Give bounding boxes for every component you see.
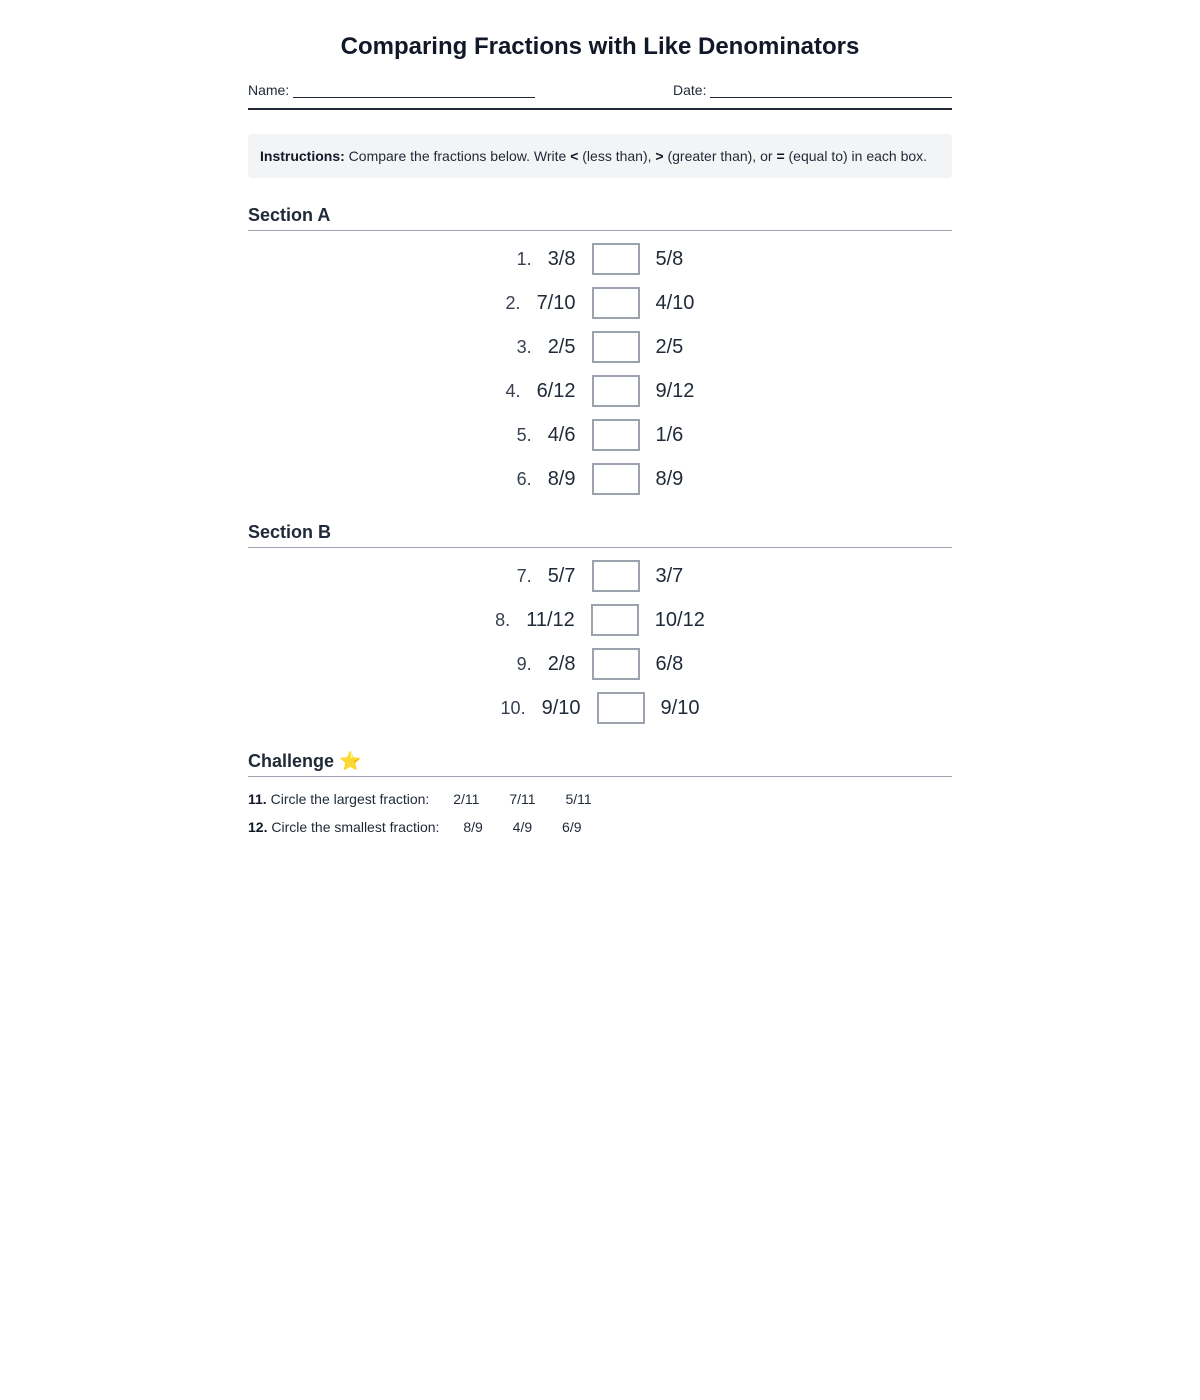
problem-row	[248, 604, 952, 636]
left-fraction: 3/8	[547, 247, 576, 270]
instructions-text: Compare the fractions below. Write	[348, 148, 567, 164]
problem-row	[248, 419, 952, 451]
name-date-row	[248, 80, 952, 100]
instructions-label: Instructions:	[260, 148, 345, 164]
right-fraction: 3/7	[655, 564, 684, 587]
right-fraction: 9/10	[660, 696, 700, 719]
section-b-title: Section B	[248, 522, 952, 548]
greater-than-text: (greater than), or	[667, 148, 773, 164]
left-fraction: 2/5	[547, 335, 576, 358]
challenge-prompt: Circle the largest fraction:	[270, 791, 430, 807]
challenge-number: 11.	[248, 791, 267, 807]
page-title: Comparing Fractions with Like Denominators	[340, 33, 860, 60]
fraction-option[interactable]: 7/11	[509, 791, 536, 807]
challenge-title-text: Challenge	[248, 751, 335, 771]
fraction-option[interactable]: 5/11	[565, 791, 592, 807]
left-fraction: 9/10	[541, 696, 581, 719]
answer-box[interactable]	[592, 331, 640, 363]
right-fraction: 1/6	[655, 423, 684, 446]
problem-number: 7.	[516, 565, 532, 586]
left-fraction: 5/7	[547, 564, 576, 587]
problem-row	[248, 560, 952, 592]
left-fraction: 6/12	[536, 379, 576, 402]
problem-number: 3.	[516, 336, 532, 357]
answer-box[interactable]	[592, 287, 640, 319]
problem-number: 6.	[516, 468, 532, 489]
left-fraction: 8/9	[547, 467, 576, 490]
right-fraction: 8/9	[655, 467, 684, 490]
left-fraction: 4/6	[547, 423, 576, 446]
problem-row	[248, 648, 952, 680]
fraction-option[interactable]: 6/9	[562, 819, 582, 835]
right-fraction: 6/8	[655, 652, 684, 675]
name-field[interactable]	[293, 80, 535, 98]
fraction-option[interactable]: 8/9	[463, 819, 483, 835]
problem-row	[248, 287, 952, 319]
right-fraction: 10/12	[654, 608, 705, 631]
answer-box[interactable]	[591, 604, 639, 636]
star-icon: ⭐	[339, 751, 362, 771]
problem-number: 9.	[516, 653, 532, 674]
equal-symbol: =	[776, 148, 785, 164]
answer-box[interactable]	[592, 463, 640, 495]
name-label: Name:	[248, 82, 290, 98]
problem-row	[248, 331, 952, 363]
date-label: Date:	[673, 82, 707, 98]
equal-text: (equal to) in each box.	[788, 148, 928, 164]
problem-number: 1.	[516, 248, 532, 269]
problem-row	[248, 243, 952, 275]
challenge-prompt: Circle the smallest fraction:	[271, 819, 440, 835]
problem-number: 8.	[495, 609, 511, 630]
problem-number: 5.	[516, 424, 532, 445]
right-fraction: 2/5	[655, 335, 684, 358]
problem-number: 2.	[505, 292, 521, 313]
right-fraction: 4/10	[655, 291, 695, 314]
right-fraction: 5/8	[655, 247, 684, 270]
problem-row	[248, 463, 952, 495]
instructions-box	[248, 134, 952, 178]
challenge-title	[248, 751, 952, 777]
right-fraction: 9/12	[655, 379, 695, 402]
challenge-item	[248, 791, 598, 807]
left-fraction: 2/8	[547, 652, 576, 675]
header-divider	[248, 108, 952, 110]
answer-box[interactable]	[592, 243, 640, 275]
answer-box[interactable]	[592, 419, 640, 451]
problem-number: 10.	[500, 697, 526, 718]
challenge-item	[248, 819, 588, 835]
section-a-title: Section A	[248, 205, 952, 231]
answer-box[interactable]	[592, 560, 640, 592]
problem-number: 4.	[505, 380, 521, 401]
less-than-symbol: <	[570, 148, 579, 164]
greater-than-symbol: >	[655, 148, 664, 164]
answer-box[interactable]	[597, 692, 645, 724]
left-fraction: 11/12	[526, 608, 575, 631]
date-field[interactable]	[710, 80, 952, 98]
less-than-text: (less than),	[582, 148, 652, 164]
answer-box[interactable]	[592, 648, 640, 680]
left-fraction: 7/10	[536, 291, 576, 314]
fraction-option[interactable]: 4/9	[512, 819, 533, 835]
answer-box[interactable]	[592, 375, 640, 407]
problem-row	[248, 375, 952, 407]
challenge-number: 12.	[248, 819, 268, 835]
fraction-option[interactable]: 2/11	[453, 791, 480, 807]
problem-row	[248, 692, 952, 724]
